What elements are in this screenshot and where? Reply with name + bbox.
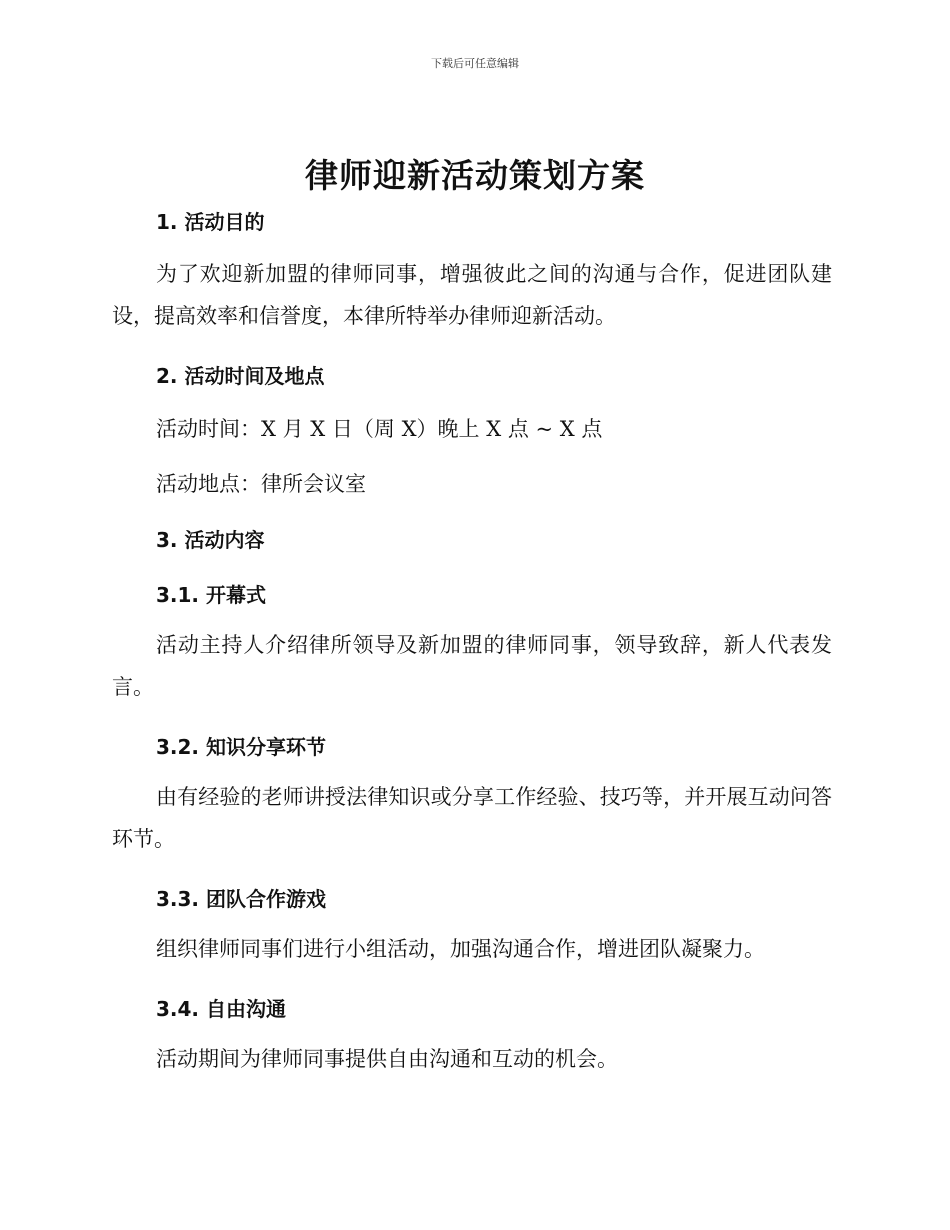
section-heading-purpose: 1. 活动目的 xyxy=(156,210,265,234)
subsection-heading-opening: 3.1. 开幕式 xyxy=(156,583,266,607)
document-title: 律师迎新活动策划方案 xyxy=(305,156,645,195)
paragraph-purpose: 为了欢迎新加盟的律师同事，增强彼此之间的沟通与合作，促进团队建设，提高效率和信誉度，本律所特举办律师迎新活动。 xyxy=(112,262,832,328)
subsection-heading-knowledge-sharing: 3.2. 知识分享环节 xyxy=(156,735,326,759)
section-heading-time-place: 2. 活动时间及地点 xyxy=(156,364,325,388)
activity-time-line: 活动时间：X 月 X 日（周 X）晚上 X 点 ~ X 点 xyxy=(156,417,603,441)
paragraph-team-games: 组织律师同事们进行小组活动，加强沟通合作，增进团队凝聚力。 xyxy=(156,937,765,961)
paragraph-opening: 活动主持人介绍律所领导及新加盟的律师同事，领导致辞，新人代表发言。 xyxy=(112,633,832,699)
subsection-heading-team-games: 3.3. 团队合作游戏 xyxy=(156,887,326,911)
paragraph-knowledge-sharing: 由有经验的老师讲授法律知识或分享工作经验、技巧等，并开展互动问答环节。 xyxy=(112,785,832,851)
section-heading-content: 3. 活动内容 xyxy=(156,528,265,552)
paragraph-free-communication: 活动期间为律师同事提供自由沟通和互动的机会。 xyxy=(156,1047,618,1071)
activity-place-line: 活动地点：律所会议室 xyxy=(156,472,366,496)
subsection-heading-free-communication: 3.4. 自由沟通 xyxy=(156,997,286,1021)
header-note: 下载后可任意编辑 xyxy=(431,57,519,70)
